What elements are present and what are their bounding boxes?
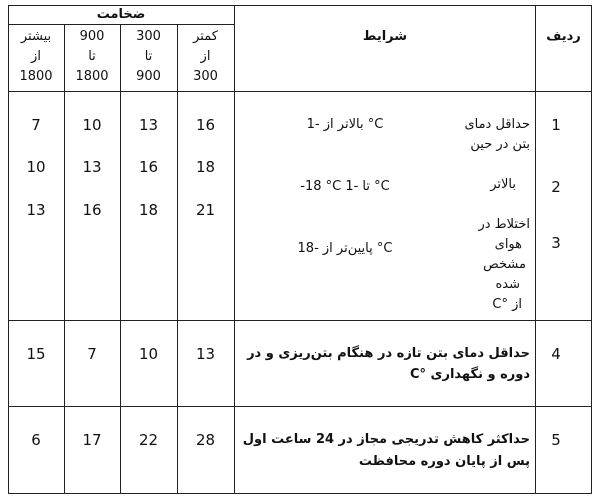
- rule-bottom: [8, 493, 592, 494]
- rule-thickness-right: [234, 5, 235, 494]
- row-3-condition: پایین‌تر از -18 °C: [297, 241, 393, 256]
- row-1-value-over-1800: 7: [31, 116, 41, 134]
- rule-row4-bottom: [8, 406, 592, 407]
- row-4-condition-line2: دوره و نگهداری °C: [409, 367, 530, 382]
- row-3-value-900-1800: 16: [82, 201, 102, 219]
- row-4-value-over-1800: 15: [26, 345, 46, 363]
- header-row-number: ردیف: [546, 29, 581, 44]
- row-1-value-900-1800: 10: [82, 116, 102, 134]
- rule-right: [591, 5, 592, 494]
- row-2-value-300-900: 16: [138, 158, 159, 176]
- row-2-value-900-1800: 13: [82, 158, 102, 176]
- rule-col-c: [177, 24, 178, 494]
- row-1-number: 1: [551, 116, 561, 134]
- row-2-number: 2: [551, 178, 561, 196]
- row-1-value-300-900: 13: [138, 116, 159, 134]
- row-5-number: 5: [551, 431, 561, 449]
- row-3-number: 3: [551, 234, 561, 252]
- rule-col-b: [120, 24, 121, 494]
- row-2-condition: -18 °C تا -1 °C: [300, 179, 390, 194]
- row-1-value-under-300: 16: [195, 116, 216, 134]
- row-5-condition-line2: پس از پایان دوره محافظت: [358, 454, 530, 469]
- header-thickness: ضخامت: [96, 7, 146, 22]
- rule-top: [8, 5, 592, 6]
- rule-thickness-under: [8, 24, 234, 25]
- row-5-value-under-300: 28: [195, 431, 216, 449]
- row-4-condition-line1: حداقل دمای بتن تازه در هنگام بتن‌ریزی و در: [247, 346, 530, 361]
- row-3-value-300-900: 18: [138, 201, 159, 219]
- rule-header-bottom: [8, 91, 592, 92]
- row-5-value-300-900: 22: [138, 431, 159, 449]
- row-5-condition-line1: حداکثر کاهش تدریجی مجاز در 24 ساعت اول: [242, 432, 530, 447]
- row-2-value-over-1800: 10: [26, 158, 46, 176]
- row-4-value-300-900: 10: [138, 345, 159, 363]
- row-5-value-900-1800: 17: [82, 431, 102, 449]
- row-2-value-under-300: 18: [195, 158, 216, 176]
- row-4-number: 4: [551, 345, 561, 363]
- row-4-value-under-300: 13: [195, 345, 216, 363]
- header-conditions: شرایط: [362, 29, 408, 44]
- row-3-value-under-300: 21: [195, 201, 216, 219]
- rule-group1-bottom: [8, 320, 592, 321]
- row-1-condition: بالاتر از -1 °C: [306, 117, 384, 132]
- rule-col-a: [64, 24, 65, 494]
- row-3-value-over-1800: 13: [26, 201, 46, 219]
- concrete-temperature-table: ضخامت شرایط ردیف کمتر از 300 300 تا 900 900 تا 1800 بیشتر از 1800 1 2 3 حداقل دمای بتن در حین بالاتر اختلاط در هوای مشخص شده از °C بالاتر از -1 °C -18 °C تا -1 °C پایین‌تر از -18 °C 16 13 10 7 18 16 13 10 21 18 16 13 4 حداقل دمای بتن تازه در هنگام بتن‌ریزی و در دوره و نگهداری °C 13 10 7 15 5 حداکثر کاهش تدریجی مجاز در 24 ساعت اول پس از پایان دوره محافظت 28 22 17 6: [0, 0, 600, 500]
- row-5-value-over-1800: 6: [31, 431, 41, 449]
- row-4-value-900-1800: 7: [87, 345, 97, 363]
